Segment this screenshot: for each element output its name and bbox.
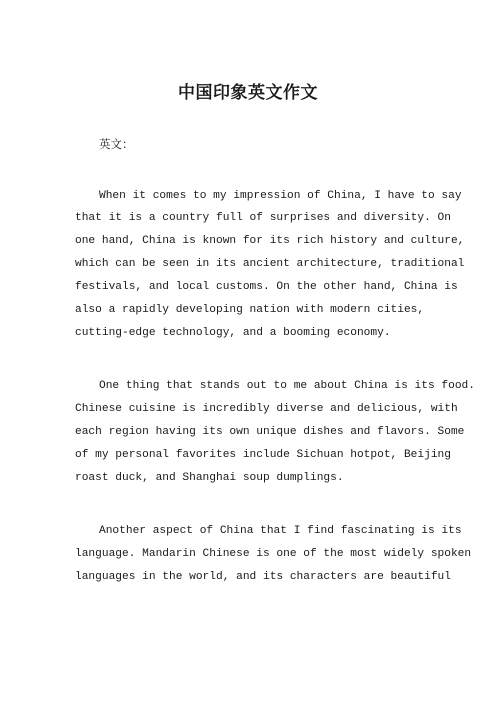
- paragraph-1-line: which can be seen in its ancient architecture, traditional: [75, 258, 465, 270]
- paragraph-3-line: Another aspect of China that I find fascinating is its: [99, 525, 462, 537]
- paragraph-1-line: that it is a country full of surprises and diversity. On: [75, 212, 451, 224]
- paragraph-2-line: One thing that stands out to me about China is its food.: [99, 380, 475, 392]
- paragraph-1-line: festivals, and local customs. On the other hand, China is: [75, 281, 458, 293]
- paragraph-2-line: Chinese cuisine is incredibly diverse and delicious, with: [75, 403, 458, 415]
- paragraph-1-line: When it comes to my impression of China, I have to say: [99, 190, 462, 202]
- paragraph-2-line: roast duck, and Shanghai soup dumplings.: [75, 472, 344, 484]
- paragraph-3-line: languages in the world, and its characters are beautiful: [75, 571, 451, 583]
- paragraph-2-line: of my personal favorites include Sichuan hotpot, Beijing: [75, 449, 451, 461]
- paragraph-1-line: one hand, China is known for its rich history and culture,: [75, 235, 465, 247]
- section-label: 英文：: [99, 137, 134, 151]
- paragraph-1-line: also a rapidly developing nation with modern cities,: [75, 304, 425, 316]
- paragraph-2-line: each region having its own unique dishes and flavors. Some: [75, 426, 465, 438]
- page-title: 中国印象英文作文: [178, 83, 318, 103]
- paragraph-3-line: language. Mandarin Chinese is one of the most widely spoken: [75, 548, 472, 560]
- paragraph-1-line: cutting-edge technology, and a booming economy.: [75, 327, 391, 339]
